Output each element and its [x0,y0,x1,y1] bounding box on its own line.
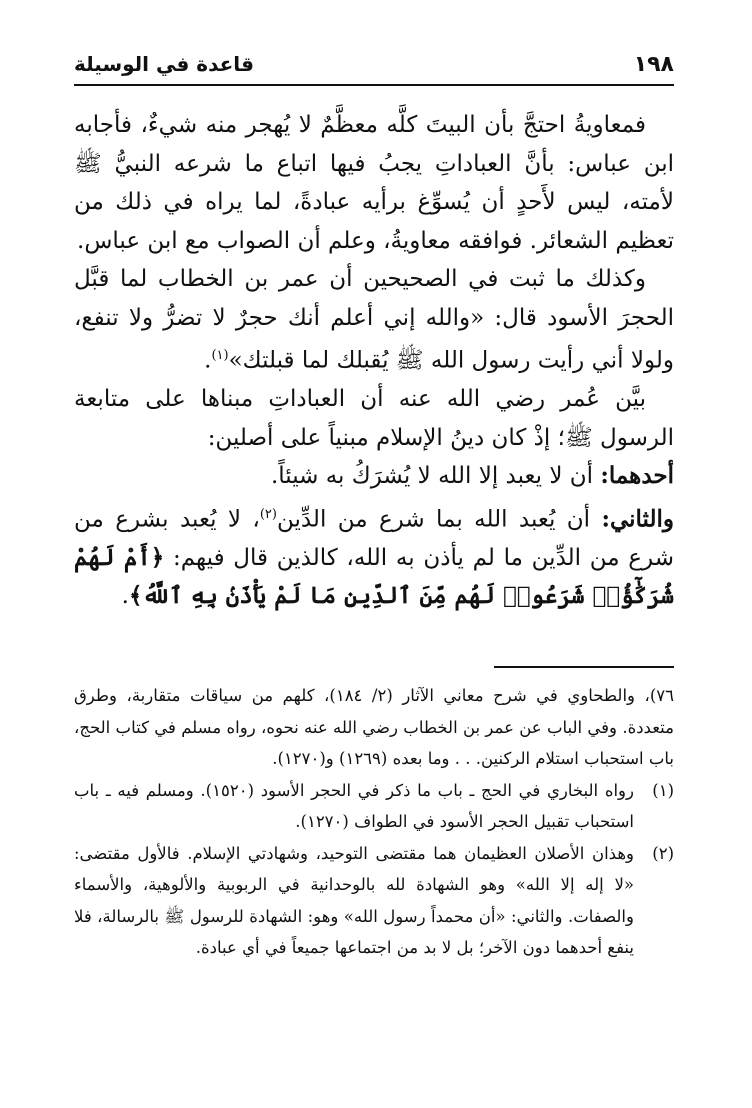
page-number: ١٩٨ [633,51,674,77]
paragraph-5 [74,496,674,616]
paragraph-4-text: أن لا يعبد إلا الله لا يُشرَكُ به شيئاً. [270,463,601,490]
footnote-continuation-text: ٧٦)، والطحاوي في شرح معاني الآثار (٢/ ١٨٤)، كلهم من سياقات متقاربة، وطرق متعددة. وفي الباب عن عمر بن الخطاب رضي الله عنه نحوه، رواه مسلم في كتاب الحج، باب استحباب استلام الركنين. . . وما بعده (١٢٦٩) و(١٢٧٠). [74,686,675,768]
footnote-ref-2[interactable]: (٢) [259,506,277,522]
main-text [74,106,674,616]
footnote-2-number: (٢) [652,843,674,863]
paragraph-2-end: . [204,347,212,374]
footnote-ref-1[interactable]: (١) [211,348,229,363]
paragraph-5-text-a: أن يُعبد الله بما شرع من الدِّين [276,506,602,533]
footnote-2 [74,838,674,964]
quran-verse: ﴿أَمْ لَهُمْ شُرَكَٰٓؤُا۟ شَرَعُوا۟ لَهُم مِّنَ ٱلدِّينِ مَا لَمْ يَأْذَنۢ بِهِ ٱللَّهُ﴾ [74,543,674,610]
footnote-separator [494,666,674,668]
page-header [74,44,674,86]
paragraph-5-end: . [121,583,129,610]
footnote-continuation [74,680,674,775]
first-principle-label: أحدهما: [600,462,674,490]
footnote-1-number: (١) [652,780,674,800]
paragraph-1: فمعاويةُ احتجَّ بأن البيتَ كلَّه معظَّمٌ لا يُهجر منه شيءٌ، فأجابه ابن عباس: بأنَّ العباداتِ يجبُ فيها اتباع ما شرعه النبيُّ ﷺ لأمته، ليس لأَحدٍ أن يُسوِّغ برأيه عبادةً، لما يراه في ذلك من تعظيم الشعائر. فوافقه معاويةُ، وعلم أن الصواب مع ابن عباس. [74,112,674,254]
paragraph-2-text: وكذلك ما ثبت في الصحيحين أن عمر بن الخطاب لما قبَّل الحجرَ الأسود قال: «والله إني أعلم أنك حجرٌ لا تضرُّ ولا تنفع، ولولا أني رأيت رسول الله ﷺ يُقبلك لما قبلتك» [74,266,674,374]
paragraph-5-text-b: ، لا يُعبد بشرع من شرع من الدِّين ما لم يأذن به الله، كالذين قال فيهم: [74,506,674,571]
running-title: قاعدة في الوسيلة [74,52,254,76]
paragraph-3: بيَّن عُمر رضي الله عنه أن العباداتِ مبناها على متابعة الرسول ﷺ؛ إذْ كان دينُ الإسلام مبنياً على أصلين: [74,386,674,451]
footnote-1-text: رواه البخاري في الحج ـ باب ما ذكر في الحجر الأسود (١٥٢٠). ومسلم فيه ـ باب استحباب تقبيل الحجر الأسود في الطواف (١٢٧٠). [74,780,634,831]
paragraph-2 [74,260,674,380]
footnote-2-text: وهذان الأصلان العظيمان هما مقتضى التوحيد، وشهادتي الإسلام. فالأول مقتضى: «لا إله إلا الله» وهو الشهادة لله بالوحدانية في الربوبية والألوهية، والأسماء والصفات. والثاني: «أن محمداً رسول الله» وهو: الشهادة للرسول ﷺ بالرسالة، فلا ينفع أحدهما دون الآخر؛ بل لا بد من اجتماعها جميعاً في أي عبادة. [74,843,634,957]
footnote-1 [74,775,674,838]
paragraph-4 [74,457,674,496]
second-principle-label: والثاني: [601,505,674,533]
footnotes [74,680,674,964]
